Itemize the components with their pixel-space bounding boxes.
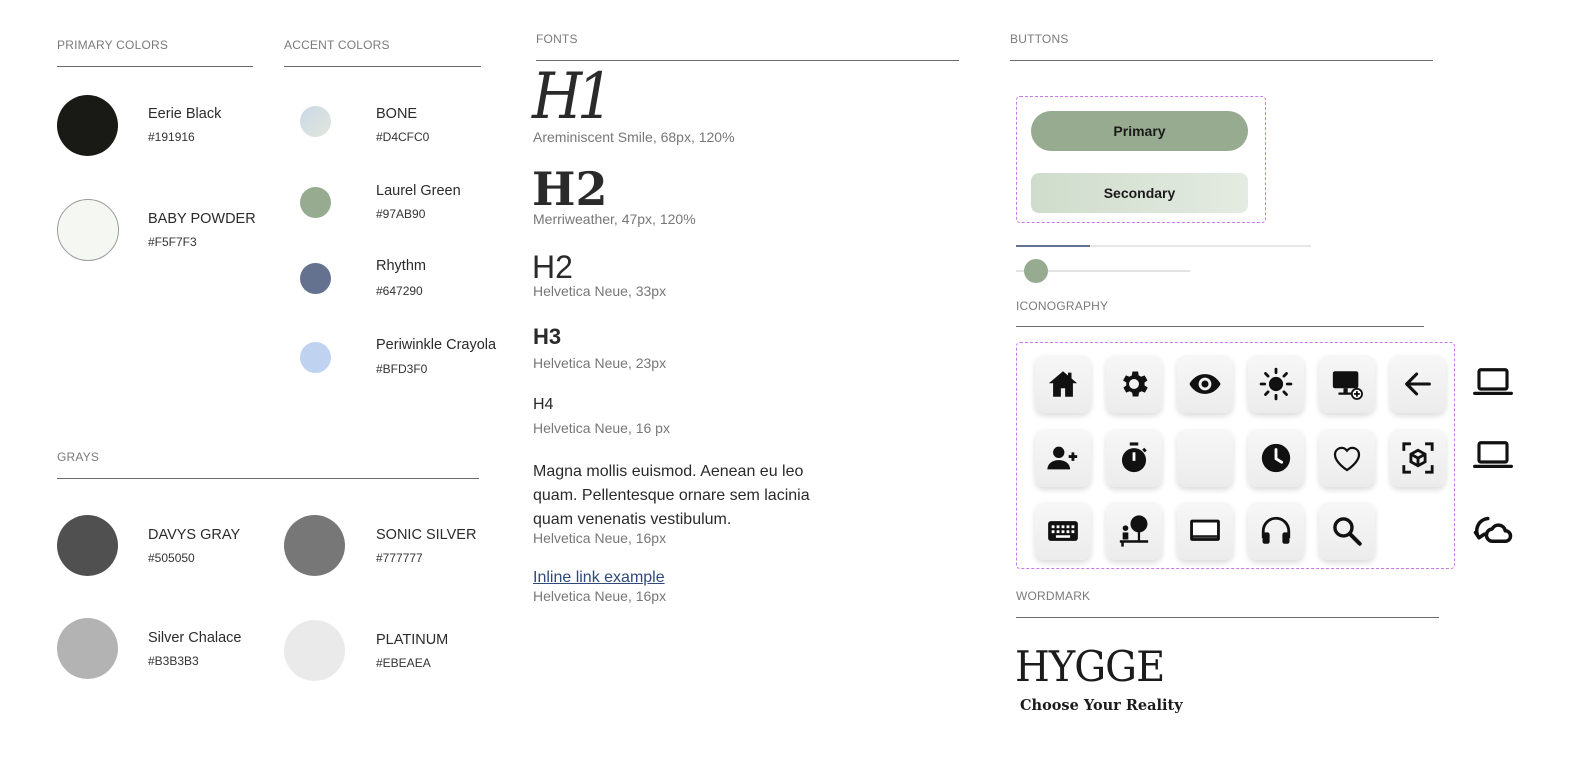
color-hex: #B3B3B3 [148, 654, 199, 668]
link-caption: Helvetica Neue, 16px [533, 588, 667, 604]
accent-colors-heading: ACCENT COLORS [284, 38, 390, 52]
color-hex: #647290 [376, 284, 423, 298]
color-name: Periwinkle Crayola [376, 337, 497, 353]
secondary-button[interactable]: Secondary [1031, 173, 1248, 213]
tree-desk-icon[interactable] [1106, 502, 1162, 560]
slider-track[interactable] [1016, 270, 1190, 272]
color-name: BABY POWDER [148, 211, 256, 227]
h1-caption: Areminiscent Smile, 68px, 120% [533, 129, 735, 145]
color-hex: #777777 [376, 551, 423, 565]
headphones-icon[interactable] [1248, 502, 1304, 560]
timer-icon[interactable] [1106, 429, 1162, 487]
fonts-heading: FONTS [536, 32, 578, 46]
primary-button[interactable]: Primary [1031, 111, 1248, 151]
swatch-eerie-black [57, 95, 118, 156]
color-hex: #505050 [148, 551, 195, 565]
color-name: Rhythm [376, 258, 426, 274]
cloud-sync-icon[interactable] [1471, 507, 1515, 551]
wordmark-tagline: Choose Your Reality [1020, 697, 1183, 714]
h4-sample: H4 [533, 396, 554, 413]
grays-heading: GRAYS [57, 450, 100, 464]
add-user-icon[interactable] [1035, 429, 1091, 487]
color-hex: #191916 [148, 130, 195, 144]
home-icon[interactable] [1035, 355, 1091, 413]
primary-colors-heading: PRIMARY COLORS [57, 38, 169, 52]
color-name: BONE [376, 106, 418, 122]
sun-icon[interactable] [1248, 355, 1304, 413]
swatch-bone [300, 106, 331, 137]
color-name: DAVYS GRAY [148, 527, 241, 543]
swatch-rhythm [300, 263, 331, 294]
gear-icon[interactable] [1106, 355, 1162, 413]
search-icon[interactable] [1319, 502, 1375, 560]
hygge-logo: HYGGE [1015, 642, 1165, 691]
color-name: PLATINUM [376, 632, 449, 648]
moon-icon[interactable] [1177, 429, 1233, 487]
color-name: Laurel Green [376, 183, 461, 199]
body-caption: Helvetica Neue, 16px [533, 530, 667, 546]
color-hex: #EBEAEA [376, 656, 431, 670]
eye-icon[interactable] [1177, 355, 1233, 413]
color-hex: #D4CFC0 [376, 130, 430, 144]
wordmark-heading: WORDMARK [1016, 589, 1091, 603]
color-name: Silver Chalace [148, 630, 242, 646]
grays-divider [57, 478, 479, 479]
iconography-divider [1016, 326, 1424, 327]
progress-track [1016, 245, 1311, 247]
inline-link[interactable]: Inline link example [533, 569, 665, 586]
primary-colors-divider [57, 66, 253, 67]
buttons-heading: BUTTONS [1010, 32, 1069, 46]
h2-serif-caption: Merriweather, 47px, 120% [533, 211, 696, 227]
swatch-platinum [284, 620, 345, 681]
monitor-add-icon[interactable] [1319, 355, 1375, 413]
wordmark-divider [1016, 617, 1439, 618]
h2-serif-sample: H2 [532, 162, 608, 216]
h3-caption: Helvetica Neue, 23px [533, 355, 667, 371]
body-line: quam venenatis vestibulum. [533, 511, 732, 528]
color-name: SONIC SILVER [376, 527, 477, 543]
h2-caption: Helvetica Neue, 33px [533, 283, 667, 299]
accent-colors-divider [284, 66, 481, 67]
heart-icon[interactable] [1319, 429, 1375, 487]
arrow-left-icon[interactable] [1390, 355, 1446, 413]
h1-sample: H1 [532, 60, 609, 134]
h3-sample: H3 [533, 324, 562, 349]
h4-caption: Helvetica Neue, 16 px [533, 420, 670, 436]
color-hex: #BFD3F0 [376, 362, 428, 376]
swatch-silver-chalace [57, 618, 118, 679]
laptop-icon[interactable] [1471, 360, 1515, 404]
body-line: quam. Pellentesque ornare sem lacinia [533, 487, 810, 504]
body-sample [533, 460, 810, 532]
progress-fill [1016, 245, 1090, 247]
tablet-icon[interactable] [1177, 502, 1233, 560]
swatch-sonic-silver [284, 515, 345, 576]
color-hex: #97AB90 [376, 207, 426, 221]
h2-sample: H2 [532, 249, 573, 285]
iconography-heading: ICONOGRAPHY [1016, 299, 1109, 313]
clock-icon[interactable] [1248, 429, 1304, 487]
color-hex: #F5F7F3 [148, 235, 197, 249]
slider-thumb[interactable] [1024, 259, 1048, 283]
keyboard-icon[interactable] [1035, 502, 1091, 560]
body-line: Magna mollis euismod. Aenean eu leo [533, 463, 804, 480]
swatch-laurel-green [300, 187, 331, 218]
swatch-periwinkle [300, 342, 331, 373]
swatch-baby-powder [57, 199, 119, 261]
buttons-divider [1010, 60, 1433, 61]
color-name: Eerie Black [148, 106, 222, 122]
laptop-icon[interactable] [1471, 433, 1515, 477]
swatch-davys-gray [57, 515, 118, 576]
ar-cube-icon[interactable] [1390, 429, 1446, 487]
